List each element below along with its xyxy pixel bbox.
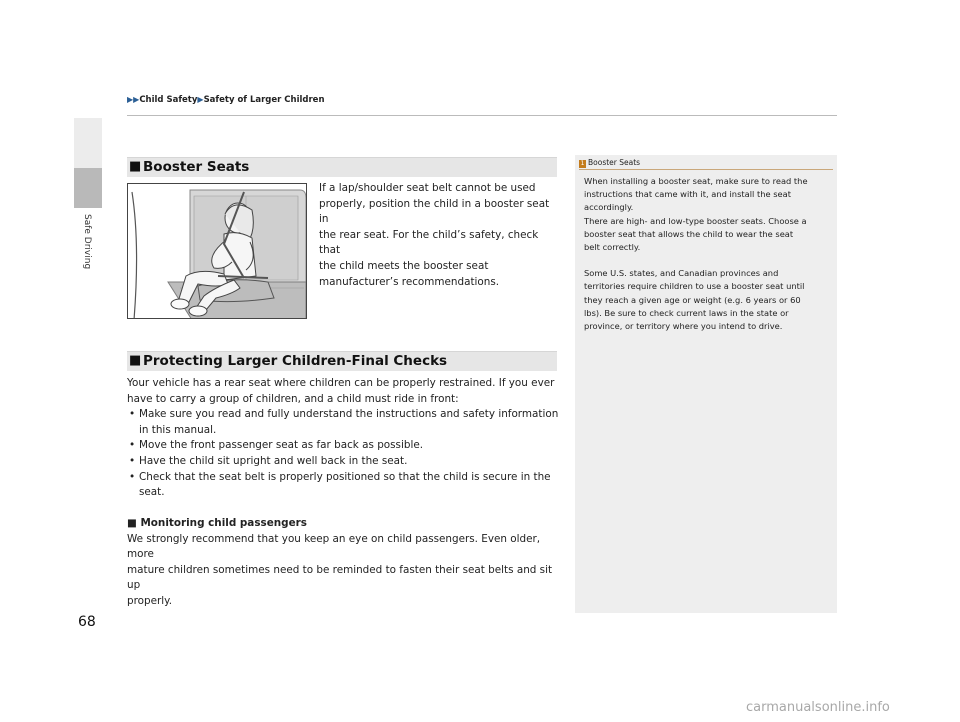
- text-line: lbs). Be sure to check current laws in the state or: [584, 307, 789, 318]
- subsection-title: Monitoring child passengers: [140, 517, 307, 529]
- breadcrumb-item-larger-children[interactable]: Safety of Larger Children: [203, 95, 325, 105]
- text-line: • Make sure you read and fully understand the instructions and safety information: [139, 408, 559, 421]
- sidebar-body: [584, 175, 832, 333]
- breadcrumb-arrow-icon: ▶: [197, 95, 204, 104]
- section-header-booster-seats: [127, 157, 557, 177]
- text-line: province, or territory where you intend to drive.: [584, 321, 783, 332]
- text-line: • Check that the seat belt is properly positioned so that the child is secure in the: [139, 470, 551, 483]
- text-line: seat.: [139, 486, 165, 499]
- sidebar-note-booster-seats: [575, 155, 837, 613]
- text-line: If a lap/shoulder seat belt cannot be used: [319, 182, 536, 194]
- chapter-label: [80, 214, 96, 274]
- list-item: [127, 454, 567, 470]
- sidebar-heading: [579, 158, 640, 168]
- reference-number-badge: 1: [580, 160, 585, 167]
- section-title: Booster Seats: [143, 159, 250, 175]
- breadcrumb-item-child-safety[interactable]: Child Safety: [139, 95, 198, 105]
- text-line: There are high- and low-type booster seats. Choose a: [584, 215, 807, 226]
- text-line: the child meets the booster seat: [319, 259, 489, 272]
- text-line: Some U.S. states, and Canadian provinces and: [584, 268, 779, 279]
- text-line: booster seat that allows the child to wear the seat: [584, 228, 794, 239]
- text-line: territories require children to use a booster seat until: [584, 281, 805, 292]
- section-marker-icon: ■: [129, 159, 142, 174]
- text-line: they reach a given age or weight (e.g. 6 years or 60: [584, 294, 801, 305]
- sidebar-heading-text: Booster Seats: [588, 158, 641, 167]
- booster-seat-illustration: [127, 183, 307, 319]
- text-line: properly.: [127, 594, 173, 607]
- breadcrumb: [127, 95, 325, 105]
- monitoring-section: [127, 516, 567, 610]
- child-in-booster-seat-icon: [128, 184, 307, 319]
- text-line: instructions that came with it, and install the seat: [584, 189, 791, 200]
- text-line: accordingly.: [584, 202, 634, 213]
- text-line: manufacturer’s recommendations.: [319, 275, 500, 288]
- text-line: belt correctly.: [584, 242, 641, 253]
- list-item: [127, 470, 567, 501]
- chapter-tab-marker: [74, 168, 102, 208]
- breadcrumb-arrow-icon: ▶▶: [127, 95, 140, 104]
- text-line: the rear seat. For the child’s safety, check that: [319, 228, 539, 257]
- sidebar-divider: [579, 169, 833, 170]
- list-item: [127, 407, 567, 438]
- page-number: 68: [78, 614, 96, 630]
- text-line: We strongly recommend that you keep an eye on child passengers. Even older, more: [127, 532, 541, 561]
- header-divider: [127, 115, 837, 116]
- text-line: • Have the child sit upright and well back in the seat.: [139, 454, 408, 467]
- text-line: have to carry a group of children, and a child must ride in front:: [127, 392, 459, 405]
- text-line: When installing a booster seat, make sure to read the: [584, 176, 808, 186]
- final-checks-body: [127, 376, 567, 501]
- text-line: mature children sometimes need to be reminded to fasten their seat belts and sit up: [127, 563, 553, 592]
- watermark: carmanualsonline.info: [746, 700, 890, 715]
- booster-seats-paragraph: [319, 181, 559, 290]
- text-line: in this manual.: [139, 423, 217, 436]
- text-line: Your vehicle has a rear seat where children can be properly restrained. If you ever: [127, 377, 555, 389]
- section-marker-icon: ■: [129, 353, 142, 368]
- final-checks-list: [127, 407, 567, 501]
- text-line: • Move the front passenger seat as far back as possible.: [139, 439, 424, 452]
- paragraph-gap: [584, 254, 832, 267]
- list-item: [127, 438, 567, 454]
- text-line: properly, position the child in a booster seat in: [319, 197, 550, 226]
- section-header-final-checks: [127, 351, 557, 371]
- section-title: Protecting Larger Children-Final Checks: [143, 353, 448, 369]
- chapter-label-text: Safe Driving: [82, 214, 92, 270]
- subsection-marker-icon: ■: [127, 517, 137, 529]
- subsection-heading: [127, 516, 567, 532]
